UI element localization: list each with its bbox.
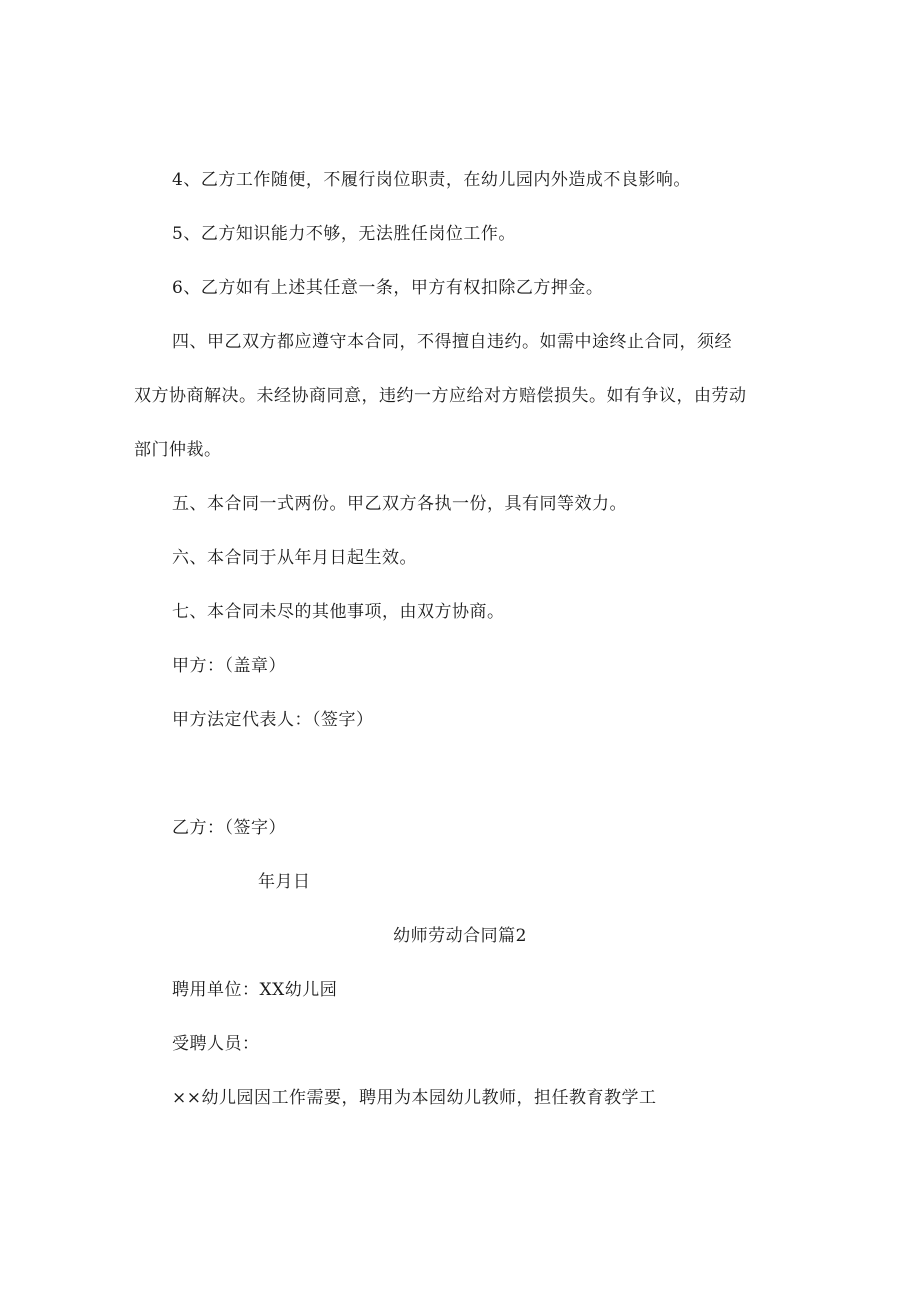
section-7: 七、本合同未尽的其他事项，由双方协商。 (172, 602, 505, 622)
employee-line: 受聘人员： (172, 1034, 260, 1054)
date-line: 年月日 (258, 872, 311, 892)
section-6: 六、本合同于从年月日起生效。 (172, 548, 417, 568)
section-4-line-2: 双方协商解决。未经协商同意，违约一方应给对方赔偿损失。如有争议，由劳动 (134, 386, 747, 406)
section-4-line-1: 四、甲乙双方都应遵守本合同，不得擅自违约。如需中途终止合同，须经 (172, 332, 732, 352)
clause-4: 4、乙方工作随便，不履行岗位职责，在幼儿园内外造成不良影响。 (172, 170, 691, 190)
employer-line: 聘用单位：XX幼儿园 (172, 980, 338, 1000)
clause-6: 6、乙方如有上述其任意一条，甲方有权扣除乙方押金。 (172, 278, 604, 298)
contract-title: 幼师劳动合同篇2 (393, 926, 527, 946)
party-a-seal: 甲方：（盖章） (172, 656, 286, 676)
section-4-line-3: 部门仲裁。 (134, 440, 222, 460)
party-b-signature: 乙方：（签字） (172, 818, 286, 838)
clause-5: 5、乙方知识能力不够，无法胜任岗位工作。 (172, 224, 516, 244)
section-5: 五、本合同一式两份。甲乙双方各执一份，具有同等效力。 (172, 494, 627, 514)
party-a-representative: 甲方法定代表人：（签字） (172, 710, 374, 730)
intro-paragraph: ××幼儿园因工作需要，聘用为本园幼儿教师，担任教育教学工 (172, 1088, 657, 1108)
